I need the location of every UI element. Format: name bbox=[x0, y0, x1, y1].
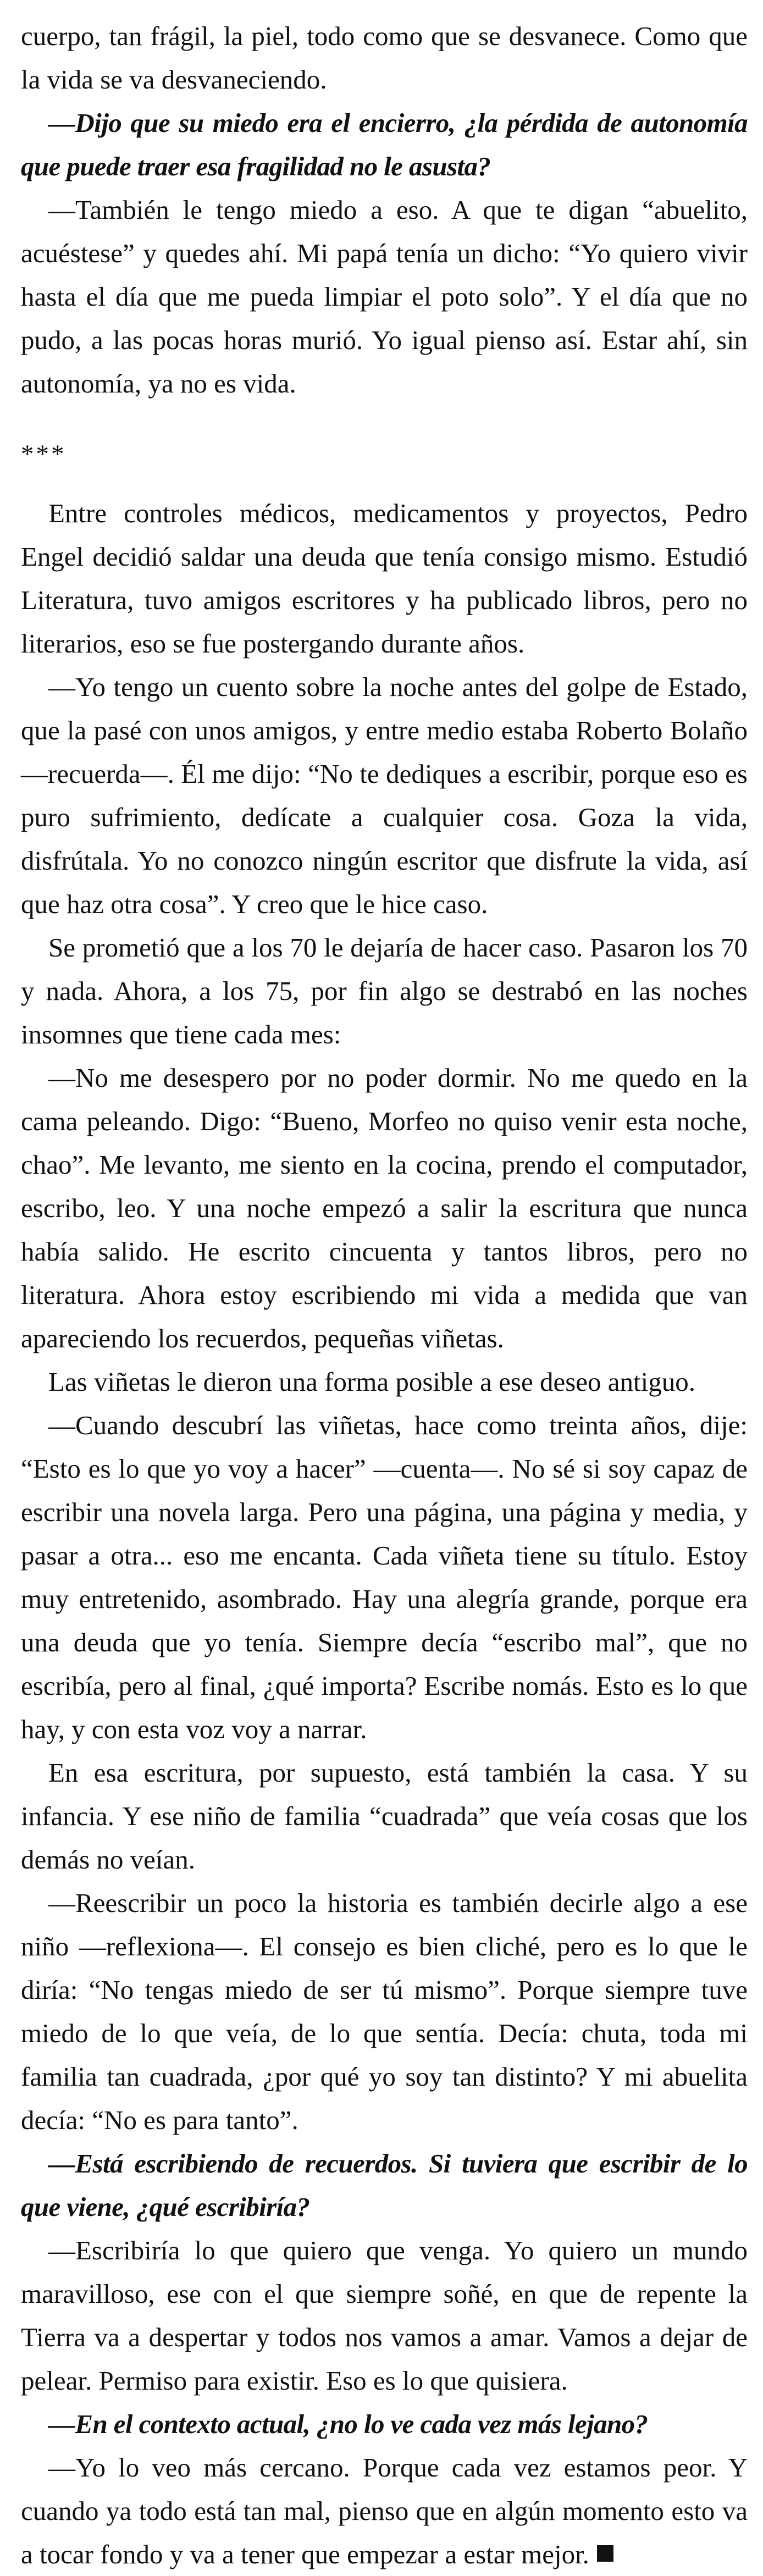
section-separator: *** bbox=[21, 440, 67, 468]
paragraph-continuation: cuerpo, tan frágil, la piel, todo como que se desvanece. Como que la vida se va desvaneciendo. bbox=[21, 21, 748, 95]
answer-paragraph: —Reescribir un poco la historia es también decirle algo a ese niño —reflexiona—. El consejo es bien cliché, pero es lo que le diría: “No tengas miedo de ser tú mismo”. Porque siempre tuve miedo de lo que veía, de lo que sentía. Decía: chuta, toda mi familia tan cuadrada, ¿por qué yo soy tan distinto? Y mi abuelita decía: “No es para tanto”. bbox=[21, 1888, 748, 2135]
answer-paragraph: —Escribiría lo que quiero que venga. Yo quiero un mundo maravilloso, ese con el que siempre soñé, en que de repente la Tierra va a despertar y todos nos vamos a amar. Vamos a dejar de pelear. Permiso para existir. Eso es lo que quisiera. bbox=[21, 2235, 748, 2396]
body-paragraph: Entre controles médicos, medicamentos y proyectos, Pedro Engel decidió saldar una deuda que tenía consigo mismo. Estudió Literatura, tuvo amigos escritores y ha publicado libros, pero no literarios, eso se fue postergando durante años. bbox=[21, 498, 748, 659]
answer-paragraph: —No me desespero por no poder dormir. No me quedo en la cama peleando. Digo: “Bueno, Morfeo no quiso venir esta noche, chao”. Me levanto, me siento en la cocina, prendo el computador, escribo, leo. Y una noche empezó a salir la escritura que nunca había salido. He escrito cincuenta y tantos libros, pero no literatura. Ahora estoy escribiendo mi vida a medida que van apareciendo los recuerdos, pequeñas viñetas. bbox=[21, 1063, 748, 1353]
body-paragraph: En esa escritura, por supuesto, está también la casa. Y su infancia. Y ese niño de familia “cuadrada” que veía cosas que los demás no veían. bbox=[21, 1757, 748, 1875]
body-paragraph: Las viñetas le dieron una forma posible a ese deseo antiguo. bbox=[48, 1367, 695, 1397]
final-paragraph-text: —Yo lo veo más cercano. Porque cada vez estamos peor. Y cuando ya todo está tan mal, pienso que en algún momento esto va a tocar fondo y va a tener que empezar a estar mejor. bbox=[21, 2452, 748, 2569]
body-paragraph: Se prometió que a los 70 le dejaría de hacer caso. Pasaron los 70 y nada. Ahora, a los 75, por fin algo se destrabó en las noches insomnes que tiene cada mes: bbox=[21, 932, 748, 1049]
answer-paragraph: —Yo tengo un cuento sobre la noche antes del golpe de Estado, que la pasé con unos amigos, y entre medio estaba Roberto Bolaño —recuerda—. Él me dijo: “No te dediques a escribir, porque eso es puro sufrimiento, dedícate a cualquier cosa. Goza la vida, disfrútala. Yo no conozco ningún escritor que disfrute la vida, así que haz otra cosa”. Y creo que le hice caso. bbox=[21, 672, 748, 919]
final-paragraph bbox=[21, 2446, 748, 2576]
interview-question: —Dijo que su miedo era el encierro, ¿la pérdida de autonomía que puede traer esa fragilidad no le asusta? bbox=[21, 108, 748, 181]
answer-paragraph: —También le tengo miedo a eso. A que te digan “abuelito, acuéstese” y quedes ahí. Mi papá tenía un dicho: “Yo quiero vivir hasta el día que me pueda limpiar el poto solo”. Y el día que no pudo, a las pocas horas murió. Yo igual pienso así. Estar ahí, sin autonomía, ya no es vida. bbox=[21, 195, 748, 399]
article-page bbox=[21, 14, 748, 2576]
end-of-article-square-icon bbox=[597, 2545, 613, 2562]
interview-question: —Está escribiendo de recuerdos. Si tuviera que escribir de lo que viene, ¿qué escribiría? bbox=[21, 2148, 748, 2222]
answer-paragraph: —Cuando descubrí las viñetas, hace como treinta años, dije: “Esto es lo que yo voy a hacer” —cuenta—. No sé si soy capaz de escribir una novela larga. Pero una página, una página y media, y pasar a otra... eso me encanta. Cada viñeta tiene su título. Estoy muy entretenido, asombrado. Hay una alegría grande, porque era una deuda que yo tenía. Siempre decía “escribo mal”, que no escribía, pero al final, ¿qué importa? Escribe nomás. Esto es lo que hay, y con esta voz voy a narrar. bbox=[21, 1410, 748, 1744]
interview-question: —En el contexto actual, ¿no lo ve cada vez más lejano? bbox=[48, 2409, 648, 2439]
